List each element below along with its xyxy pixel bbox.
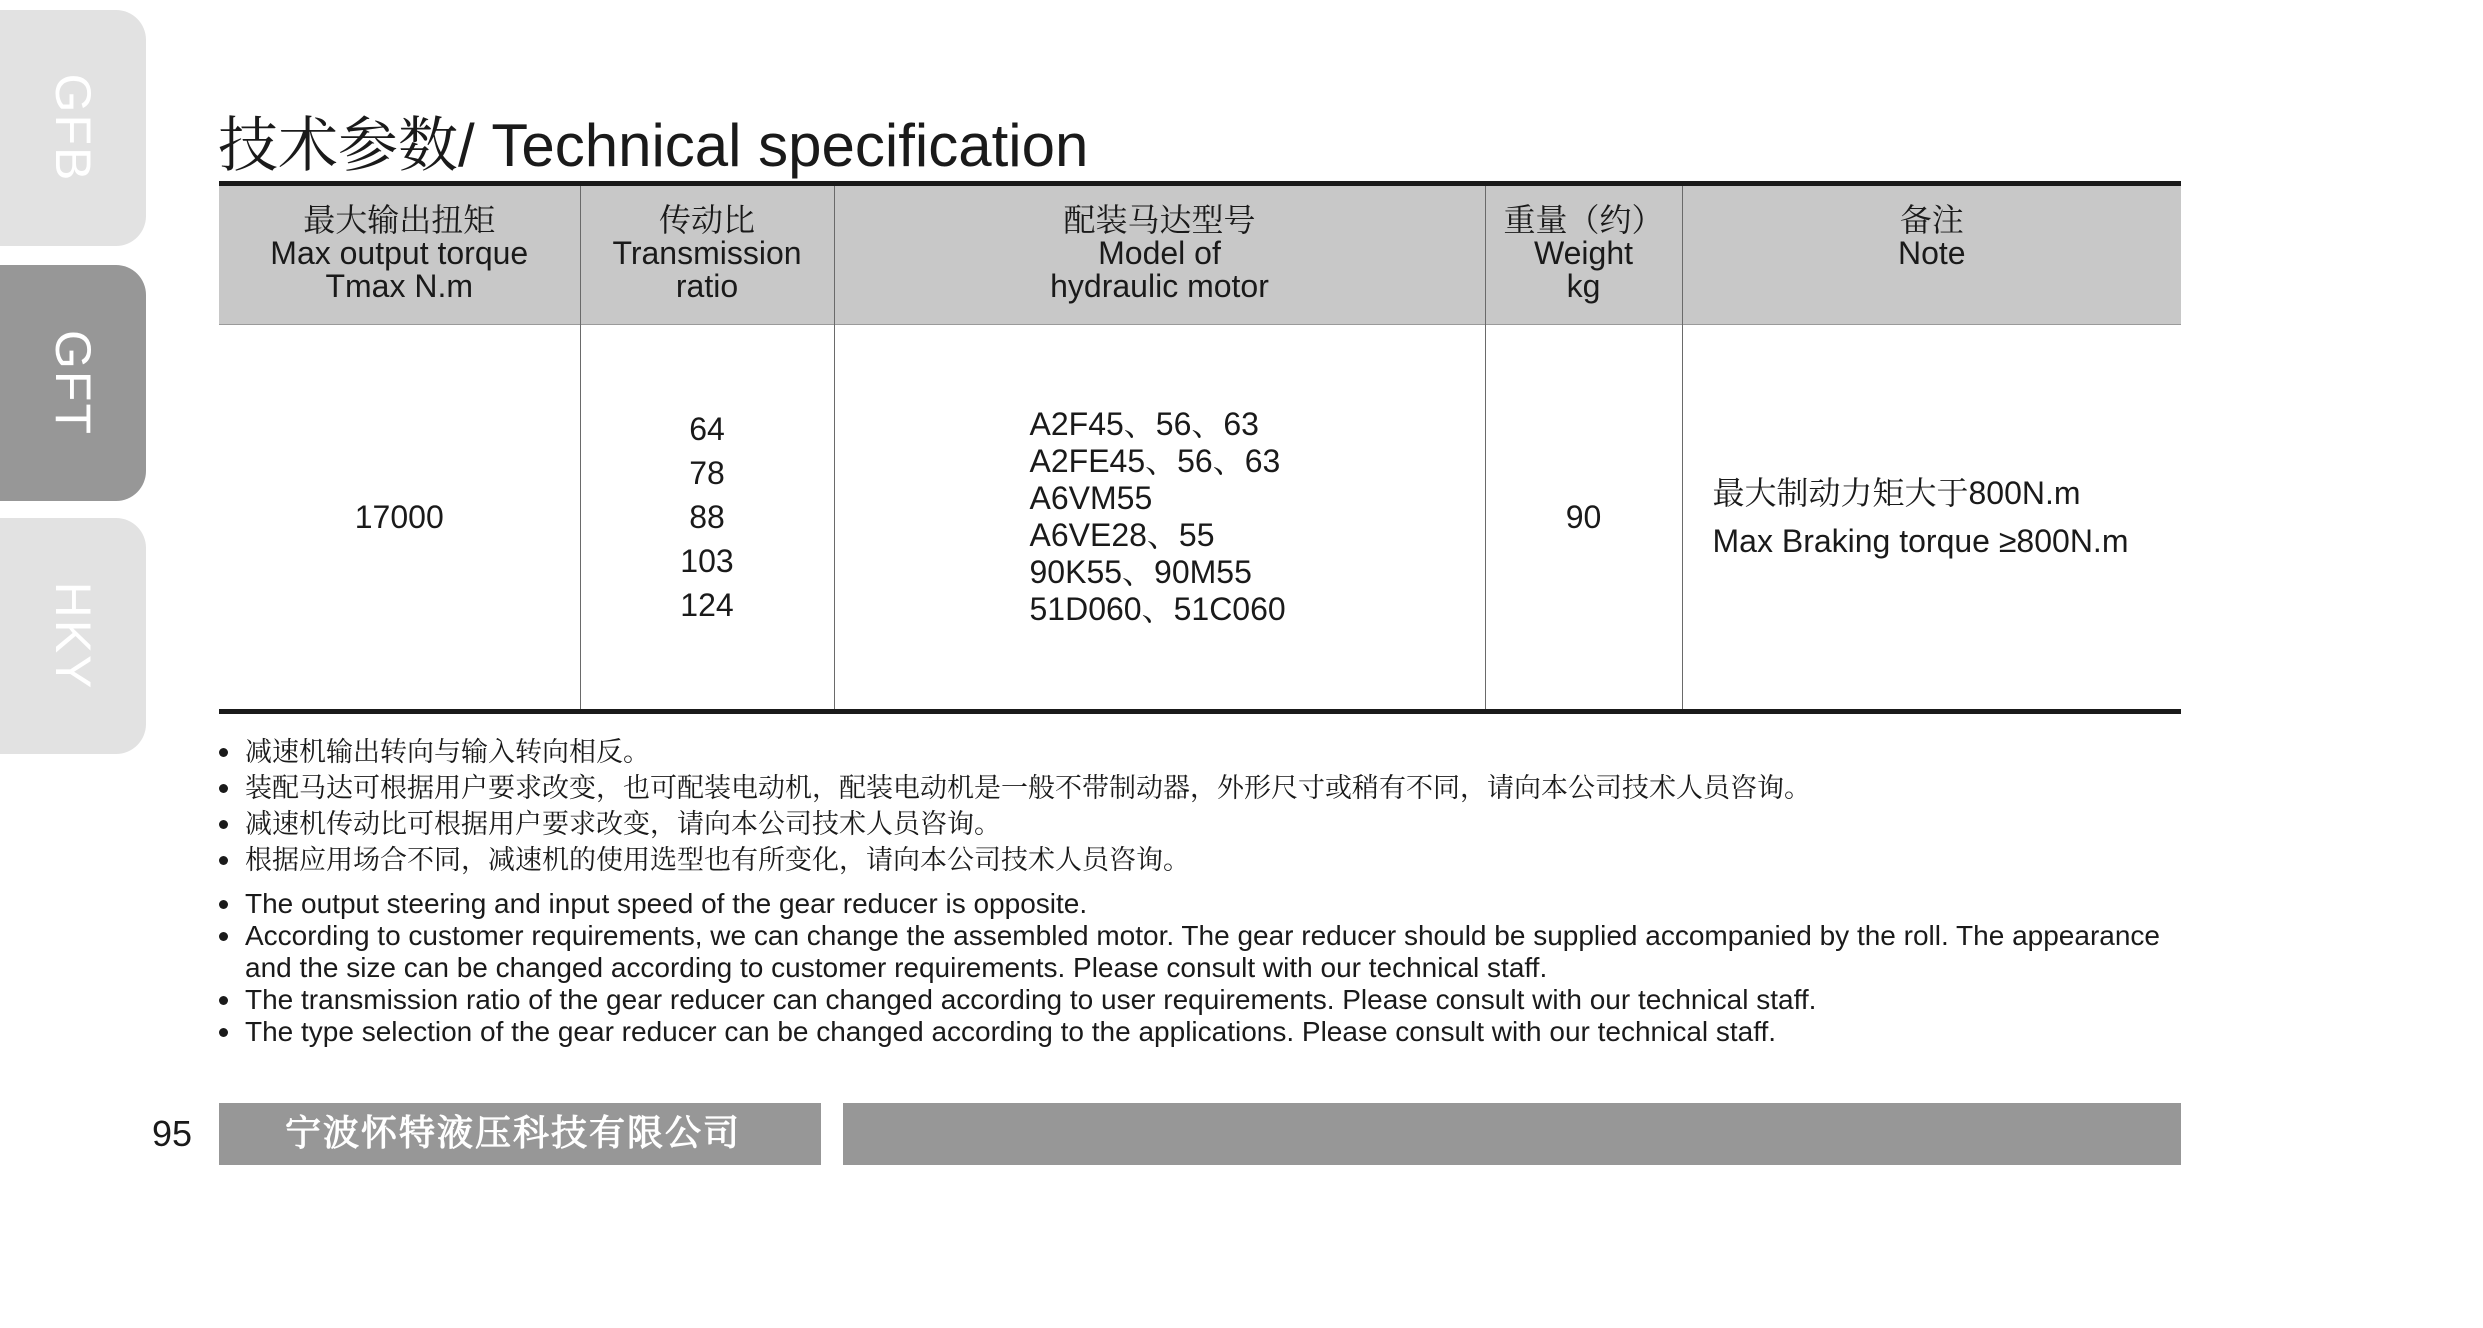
page-title: 技术参数/ Technical specification — [218, 112, 1089, 179]
side-tab-label: GFT — [45, 330, 101, 436]
header-motor — [834, 184, 1485, 325]
header-line: kg — [1566, 268, 1601, 304]
side-tab-hky[interactable] — [0, 518, 146, 754]
motor-model: A6VE28、55 — [1029, 517, 1215, 553]
cell-torque: 17000 — [219, 325, 580, 712]
cell-motors — [834, 325, 1485, 712]
table-header-row — [219, 184, 2181, 325]
ratio-value: 78 — [689, 455, 725, 491]
motor-model: A2FE45、56、63 — [1029, 443, 1281, 479]
header-note — [1682, 184, 2181, 325]
list-item: 根据应用场合不同，减速机的使用选型也有所变化，请向本公司技术人员咨询。 — [215, 842, 2185, 878]
motor-model: A2F45、56、63 — [1029, 406, 1259, 442]
header-line: Weight — [1533, 235, 1633, 271]
side-tab-gfb[interactable] — [0, 10, 146, 246]
notes-chinese — [215, 734, 2185, 878]
page-number: 95 — [152, 1113, 193, 1154]
header-line: Tmax N.m — [325, 268, 474, 304]
list-item: The type selection of the gear reducer can be changed according to the applications. Please consult with our technical staff. — [215, 1016, 2185, 1048]
list-item: 装配马达可根据用户要求改变，也可配装电动机，配装电动机是一般不带制动器，外形尺寸或稍有不同，请向本公司技术人员咨询。 — [215, 770, 2185, 806]
cell-note — [1682, 325, 2181, 712]
header-line: Transmission — [612, 235, 802, 271]
header-line: Max output torque — [270, 235, 529, 271]
header-line: Note — [1897, 235, 1966, 271]
motor-model: 51D060、51C060 — [1029, 591, 1286, 627]
table-row — [219, 325, 2181, 712]
header-weight — [1485, 184, 1682, 325]
motor-model: A6VM55 — [1029, 480, 1153, 516]
header-line: 传动比 — [658, 202, 755, 238]
list-item: According to customer requirements, we can change the assembled motor. The gear reducer should be supplied accompanied by the roll. The appearance and the size can be changed according to customer requirements. Please consult with our technical staff. — [215, 920, 2185, 984]
side-tab-label: GFB — [45, 73, 101, 183]
ratio-value: 124 — [680, 587, 734, 623]
header-line: ratio — [675, 268, 739, 304]
list-item: The transmission ratio of the gear reducer can changed according to user requirements. Please consult with our technical staff. — [215, 984, 2185, 1016]
header-line: Model of — [1098, 235, 1221, 271]
footer-bar — [843, 1103, 2181, 1165]
cell-weight: 90 — [1485, 325, 1682, 712]
footer-company-bar: 宁波怀特液压科技有限公司 — [219, 1103, 821, 1165]
list-item: The output steering and input speed of the gear reducer is opposite. — [215, 888, 2185, 920]
motor-model: 90K55、90M55 — [1029, 554, 1252, 590]
note-line: Max Braking torque ≥800N.m — [1712, 523, 2129, 559]
header-line: hydraulic motor — [1050, 268, 1269, 304]
cell-ratios — [580, 325, 834, 712]
notes-english — [215, 888, 2185, 1048]
side-tab-label: HKY — [45, 581, 101, 691]
side-tab-gft[interactable] — [0, 265, 146, 501]
list-item: 减速机传动比可根据用户要求改变，请向本公司技术人员咨询。 — [215, 806, 2185, 842]
ratio-value: 64 — [689, 411, 725, 447]
header-torque — [219, 184, 580, 325]
list-item: 减速机输出转向与输入转向相反。 — [215, 734, 2185, 770]
header-line: 重量（约） — [1503, 202, 1664, 238]
header-line: 备注 — [1899, 202, 1964, 238]
ratio-value: 103 — [680, 543, 734, 579]
header-line: 最大输出扭矩 — [303, 202, 496, 238]
header-line: 配装马达型号 — [1063, 202, 1256, 238]
note-line: 最大制动力矩大于800N.m — [1712, 475, 2081, 511]
header-ratio — [580, 184, 834, 325]
ratio-value: 88 — [689, 499, 725, 535]
spec-table — [219, 181, 2181, 714]
